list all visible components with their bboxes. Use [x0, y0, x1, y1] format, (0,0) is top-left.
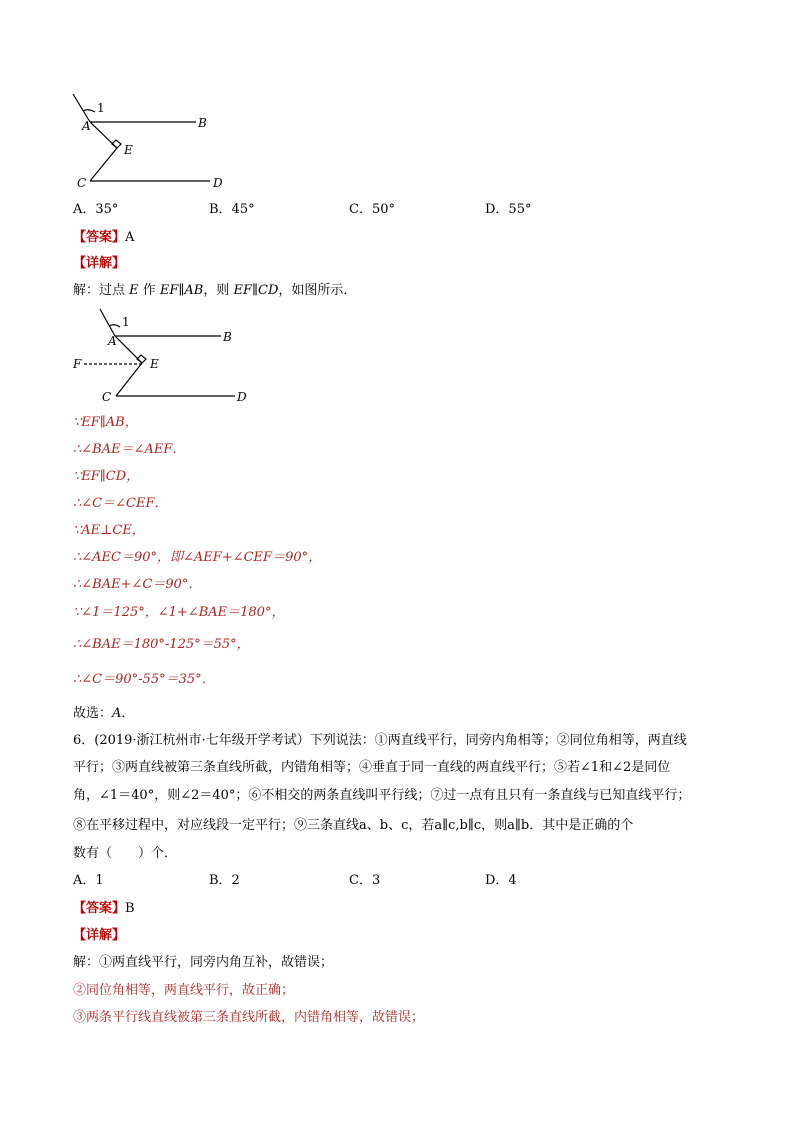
figure-1-label-a: A	[82, 119, 91, 133]
q6-detail-line-2: ②同位角相等，两直线平行，故正确；	[73, 983, 295, 998]
q5-intro-ef-ab: EF∥AB	[159, 283, 204, 298]
q5-intro-point-e: E	[129, 283, 139, 298]
q5-step-8: ∵∠1＝125°，∠1+∠BAE＝180°，	[73, 605, 285, 620]
q5-step-1: ∵EF∥AB，	[73, 415, 138, 430]
q5-option-c: C．50°	[349, 202, 395, 217]
figure-2	[66, 305, 266, 407]
figure-2-label-a: A	[108, 334, 117, 348]
q6-answer	[73, 901, 135, 917]
q5-step-5: ∵AE⊥CE，	[73, 523, 145, 538]
q5-answer-heading: 【答案】	[73, 230, 126, 245]
figure-1-label-1: 1	[97, 101, 105, 115]
figure-2-label-b: B	[223, 330, 232, 344]
q5-intro-ef-cd: EF∥CD	[233, 283, 279, 298]
figure-2-line-ec	[116, 363, 142, 396]
q5-option-b: B．45°	[209, 202, 255, 217]
figure-1-transversal	[73, 94, 90, 122]
figure-2-angle-arc	[109, 325, 120, 327]
q6-text-line-4: ⑧在平移过程中，对应线段一定平行；⑨三条直线a、b、c，若a∥c,b∥c，则a∥b．其中是正确的个	[73, 818, 634, 833]
q5-intro	[73, 283, 356, 299]
figure-2-label-e: E	[150, 357, 159, 371]
figure-1-line-ec	[90, 148, 117, 181]
q6-option-d: D．4	[485, 873, 517, 888]
figure-2-line-ae	[115, 336, 142, 363]
q6-option-c: C．3	[349, 873, 381, 888]
q6-answer-value: B	[125, 901, 135, 916]
figure-1	[66, 92, 246, 192]
q5-conclusion	[73, 706, 134, 722]
figure-1-label-e: E	[124, 143, 133, 157]
q5-option-a: A．35°	[73, 202, 119, 217]
q5-answer-value: A	[125, 230, 135, 245]
q5-step-7: ∴∠BAE+∠C＝90°．	[73, 577, 202, 592]
figure-1-label-c: C	[77, 176, 87, 190]
q6-detail-heading: 【详解】	[73, 928, 126, 943]
q6-text-line-3: 角，∠1＝40°，则∠2＝40°；⑥不相交的两条直线叫平行线；⑦过一点有且只有一条直线与已知直线平行；	[73, 788, 691, 803]
q5-step-9: ∴∠BAE＝180°-125°＝55°，	[73, 637, 250, 652]
q5-step-3: ∵EF∥CD，	[73, 469, 140, 484]
figure-2-label-c: C	[102, 390, 112, 404]
q6-answer-heading: 【答案】	[73, 901, 126, 916]
figure-1-label-d: D	[213, 176, 223, 190]
figure-2-label-1: 1	[122, 315, 130, 329]
q5-conclusion-prefix: 故选：	[73, 706, 113, 721]
q5-step-6: ∴∠AEC＝90°，即∠AEF+∠CEF＝90°，	[73, 550, 322, 565]
q6-option-b: B．2	[209, 873, 240, 888]
figure-2-label-d: D	[237, 390, 247, 404]
figure-1-angle-arc	[83, 110, 95, 112]
q5-intro-suffix: ，如图所示．	[278, 283, 357, 298]
q5-conclusion-suffix: ．	[121, 706, 135, 721]
q5-detail-heading: 【详解】	[73, 256, 126, 271]
q5-step-2: ∴∠BAE＝∠AEF．	[73, 442, 186, 457]
q5-intro-prefix: 解：过点	[73, 283, 130, 298]
q6-option-a: A．1	[73, 873, 104, 888]
q5-option-d: D．55°	[485, 202, 532, 217]
q5-step-10: ∴∠C＝90°-55°＝35°．	[73, 672, 215, 687]
figure-1-label-b: B	[198, 116, 207, 130]
figure-2-label-f: F	[73, 357, 82, 371]
q5-intro-mid1: 作	[138, 283, 160, 298]
q6-text-line-2: 平行；③两直线被第三条直线所截，内错角相等；④垂直于同一直线的两直线平行；⑤若∠1和∠2是同位	[73, 760, 671, 775]
q5-answer	[73, 230, 134, 246]
figure-2-transversal	[100, 309, 115, 336]
q6-detail-line-1: 解：①两直线平行，同旁内角互补，故错误；	[73, 955, 334, 970]
q6-text-line-1: 6．(2019·浙江杭州市·七年级开学考试）下列说法：①两直线平行，同旁内角相等；②同位角相等，两直线	[73, 733, 687, 748]
q5-conclusion-value: A	[112, 706, 122, 721]
q6-text-line-5: 数有（ ）个．	[73, 846, 178, 861]
q5-step-4: ∴∠C＝∠CEF．	[73, 496, 168, 511]
q6-detail-line-3: ③两条平行线直线被第三条直线所截，内错角相等，故错误；	[73, 1010, 425, 1025]
q5-intro-mid2: ，则	[203, 283, 234, 298]
